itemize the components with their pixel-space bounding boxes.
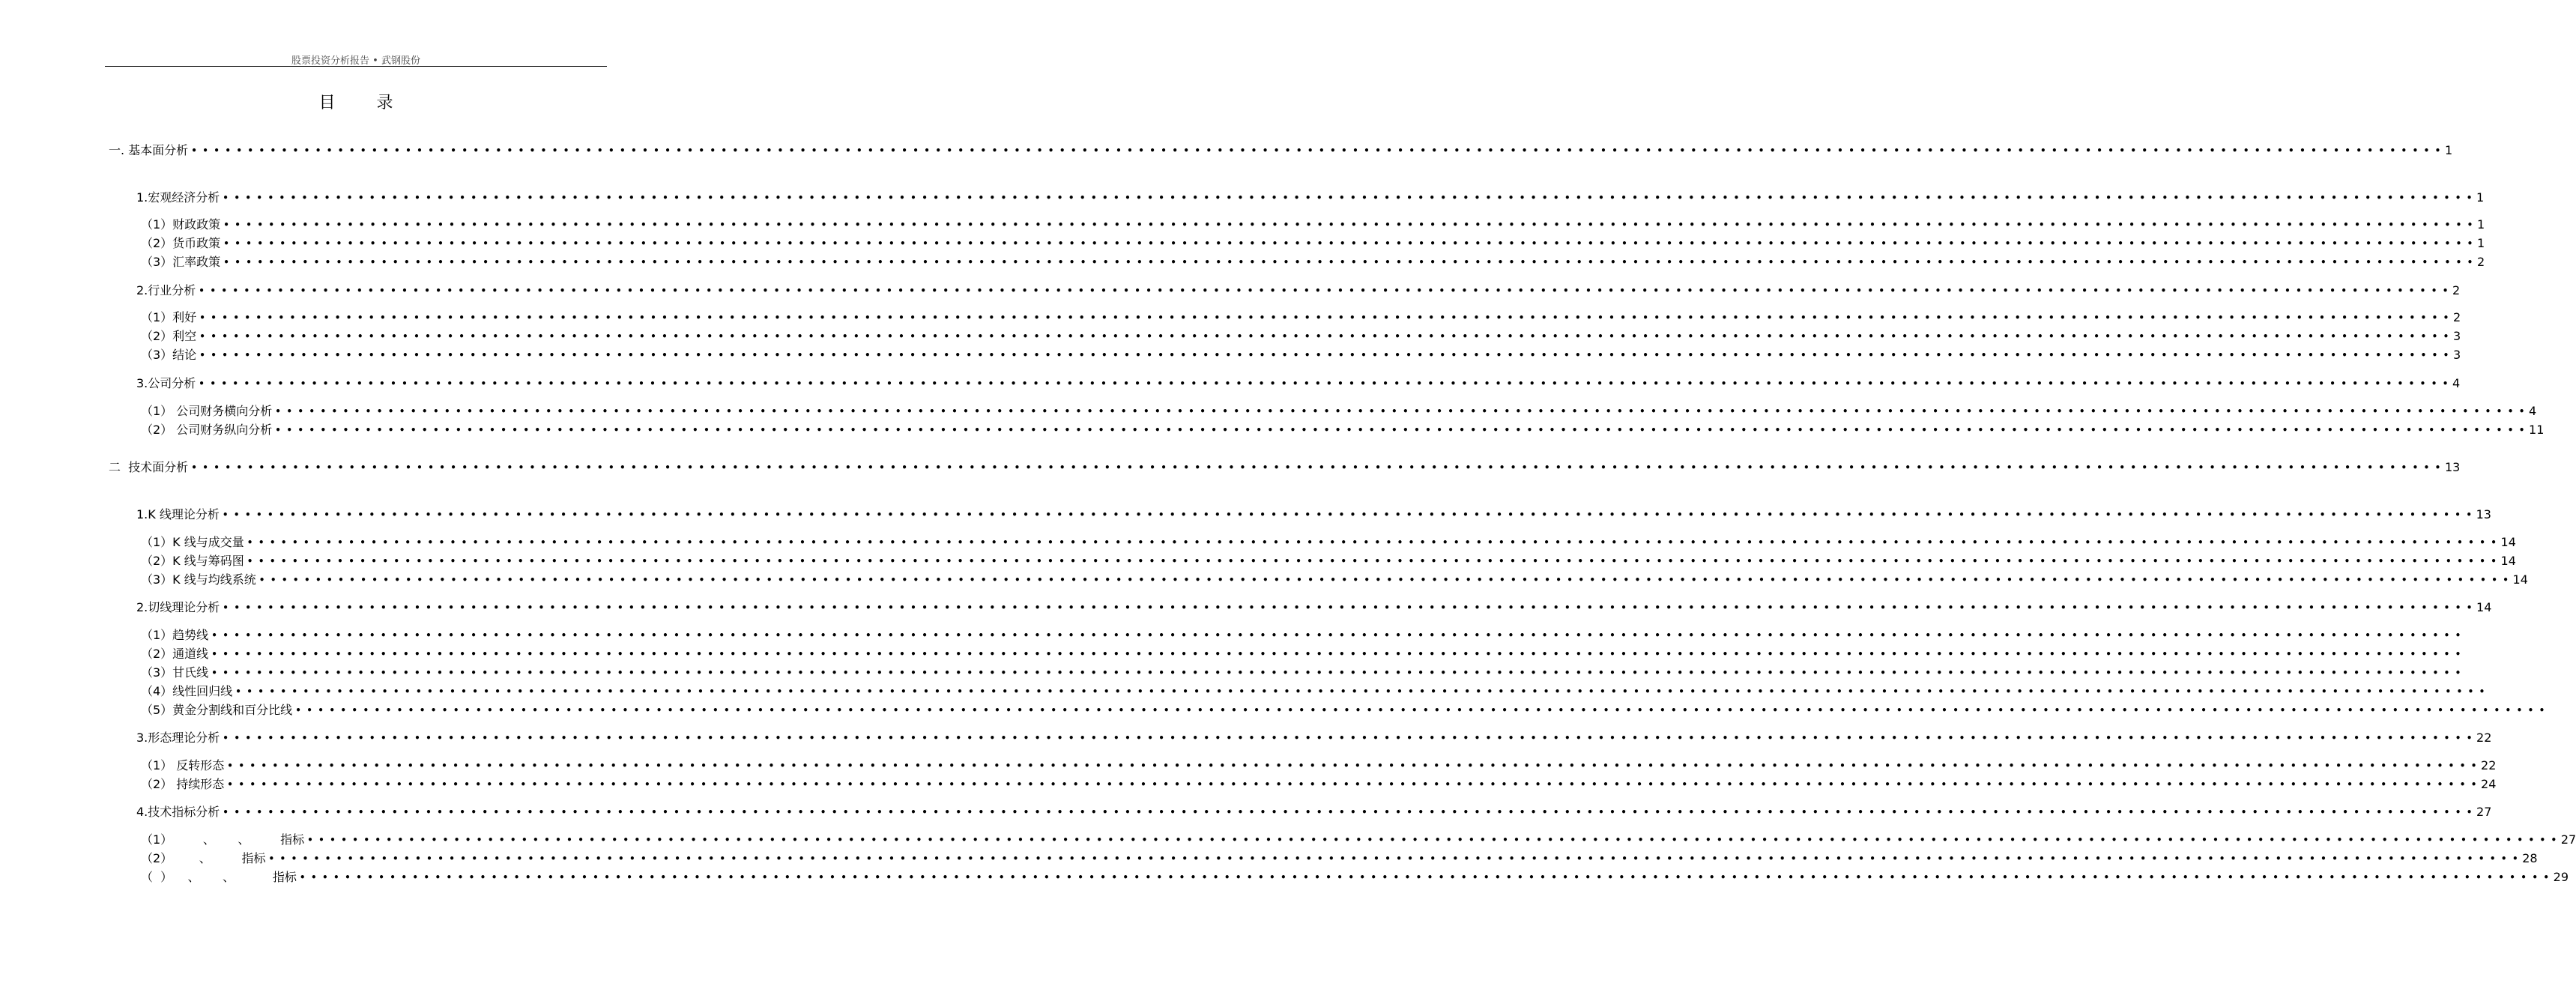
toc-leader-dots: • • • • • • • • • • • • • • • • • • • • • • • • • • • • • • • • • • • • • • • • • • • • • • • • • • • • • • • • • • • • • • • • • • • • • • • • • • • • • • • • • • • • • • • • • • • • • • • • • • • • • • • • • • • • • • • • • • • • • • • • • • • • • • • • • • • • • • • • • • • • • • • • • • • • • • • • • • • • • • • • • • • • • • • • • • • • • • • • • • • • • • • • • • • • • • • • • • • • • • • • [191,145,2442,156]
header-rule [105,66,607,67]
toc-entry-indicator-1[interactable] [141,831,2576,849]
toc-leader-dots: • • • • • • • • • • • • • • • • • • • • • • • • • • • • • • • • • • • • • • • • • • • • • • • • • • • • • • • • • • • • • • • • • • • • • • • • • • • • • • • • • • • • • • • • • • • • • • • • • • • • • • • • • • • • • • • • • • • • • • • • • • • • • • • • • • • • • • • • • • • • • • • • • • • • • • • • • • • • • • • • • • • • • • • • • • • • • • • • • • • • • • • • • • • • • • • • • • • • • • • • [275,425,2527,435]
toc-entry-label: 二 技术面分析 [109,460,189,474]
toc-entry-label: 1.宏观经济分析 [136,190,220,205]
toc-entry-vertical[interactable] [141,421,2545,439]
toc-entry-indicators[interactable] [136,803,2492,821]
toc-page-number: 13 [2444,460,2461,474]
toc-entry-regression[interactable] [141,683,2486,701]
toc-leader-dots: • • • • • • • • • • • • • • • • • • • • • • • • • • • • • • • • • • • • • • • • • • • • • • • • • • • • • • • • • • • • • • • • • • • • • • • • • • • • • • • • • • • • • • • • • • • • • • • • • • • • • • • • • • • • • • • • • • • • • • • • • • • • • • • • • • • • • • • • • • • • • • • • • • • • • • • • • • • • • • • • • • • • • • • • • • • • • • • • • • • • • • • • • • • • • • • • • • • • • • • • [199,285,2450,296]
toc-page-number: 22 [2476,731,2492,745]
toc-entry-label: （3）结论 [141,348,197,362]
toc-entry-label: 4.技术指标分析 [136,805,220,819]
toc-page-number: 1 [2476,190,2485,205]
toc-entry-label: （1）利好 [141,310,197,324]
toc-entry-label: （2） 公司财务纵向分析 [141,423,273,437]
toc-entry-label: 3.公司分析 [136,376,196,390]
toc-page-number: 2 [2476,255,2485,269]
toc-leader-dots: • • • • • • • • • • • • • • • • • • • • • • • • • • • • • • • • • • • • • • • • • • • • • • • • • • • • • • • • • • • • • • • • • • • • • • • • • • • • • • • • • • • • • • • • • • • • • • • • • • • • • • • • • • • • • • • • • • • • • • • • • • • • • • • • • • • • • • • • • • • • • • • • • • • • • • • • • • • • • • • • • • • • • • • • • • • • • • • • • • • • • • • • • • • • • • • • • • • • • • • • [223,257,2474,267]
toc-entry-monetary[interactable] [141,235,2485,252]
toc-leader-dots: • • • • • • • • • • • • • • • • • • • • • • • • • • • • • • • • • • • • • • • • • • • • • • • • • • • • • • • • • • • • • • • • • • • • • • • • • • • • • • • • • • • • • • • • • • • • • • • • • • • • • • • • • • • • • • • • • • • • • • • • • • • • • • • • • • • • • • • • • • • • • • • • • • • • • • • • • • • • • • • • • • • • • • • • • • • • • • • • • • • • • • • • • • • • • • • • • • • • • • • • [268,853,2520,864]
toc-leader-dots: • • • • • • • • • • • • • • • • • • • • • • • • • • • • • • • • • • • • • • • • • • • • • • • • • • • • • • • • • • • • • • • • • • • • • • • • • • • • • • • • • • • • • • • • • • • • • • • • • • • • • • • • • • • • • • • • • • • • • • • • • • • • • • • • • • • • • • • • • • • • • • • • • • • • • • • • • • • • • • • • • • • • • • • • • • • • • • • • • • • • • • • • • • • • • • • • • • • • • • • • [275,406,2527,417]
toc-entry-label: （ ） 、 、 指标 [141,870,297,884]
toc-page-number: 11 [2529,423,2545,437]
toc-entry-label: （1）K 线与成交量 [141,535,244,549]
toc-entry-tangent[interactable] [136,599,2492,617]
toc-entry-label: 3.形态理论分析 [136,731,220,745]
toc-entry-label: （4）线性回归线 [141,684,233,698]
toc-page-number: 1 [2444,143,2453,157]
toc-page-number: 14 [2500,535,2516,549]
toc-leader-dots: • • • • • • • • • • • • • • • • • • • • • • • • • • • • • • • • • • • • • • • • • • • • • • • • • • • • • • • • • • • • • • • • • • • • • • • • • • • • • • • • • • • • • • • • • • • • • • • • • • • • • • • • • • • • • • • • • • • • • • • • • • • • • • • • • • • • • • • • • • • • • • • • • • • • • • • • • • • • • • • • • • • • • • • • • • • • • • • • • • • • • • • • • • • • • • • • • • • • • • • • [211,630,2462,641]
toc-page-number: 14 [2512,572,2528,587]
toc-page-number: 3 [2452,329,2461,343]
toc-leader-dots: • • • • • • • • • • • • • • • • • • • • • • • • • • • • • • • • • • • • • • • • • • • • • • • • • • • • • • • • • • • • • • • • • • • • • • • • • • • • • • • • • • • • • • • • • • • • • • • • • • • • • • • • • • • • • • • • • • • • • • • • • • • • • • • • • • • • • • • • • • • • • • • • • • • • • • • • • • • • • • • • • • • • • • • • • • • • • • • • • • • • • • • • • • • • • • • • • • • • • • • • [222,509,2473,520]
toc-entry-label: （1）财政政策 [141,217,221,232]
toc-entry-positive[interactable] [141,309,2461,327]
toc-entry-fundamental[interactable] [109,142,2453,160]
toc-leader-dots: • • • • • • • • • • • • • • • • • • • • • • • • • • • • • • • • • • • • • • • • • • • • • • • • • • • • • • • • • • • • • • • • • • • • • • • • • • • • • • • • • • • • • • • • • • • • • • • • • • • • • • • • • • • • • • • • • • • • • • • • • • • • • • • • • • • • • • • • • • • • • • • • • • • • • • • • • • • • • • • • • • • • • • • • • • • • • • • • • • • • • • • • • • • • • • • • • • • • • • • • [223,733,2474,743]
toc-entry-label: （1）趋势线 [141,628,209,642]
toc-leader-dots: • • • • • • • • • • • • • • • • • • • • • • • • • • • • • • • • • • • • • • • • • • • • • • • • • • • • • • • • • • • • • • • • • • • • • • • • • • • • • • • • • • • • • • • • • • • • • • • • • • • • • • • • • • • • • • • • • • • • • • • • • • • • • • • • • • • • • • • • • • • • • • • • • • • • • • • • • • • • • • • • • • • • • • • • • • • • • • • • • • • • • • • • • • • • • • • • • • • • • • • • [199,378,2450,389]
toc-leader-dots: • • • • • • • • • • • • • • • • • • • • • • • • • • • • • • • • • • • • • • • • • • • • • • • • • • • • • • • • • • • • • • • • • • • • • • • • • • • • • • • • • • • • • • • • • • • • • • • • • • • • • • • • • • • • • • • • • • • • • • • • • • • • • • • • • • • • • • • • • • • • • • • • • • • • • • • • • • • • • • • • • • • • • • • • • • • • • • • • • • • • • • • • • • • • • • • • • • • • • • • • [247,556,2498,566]
toc-page-number: 4 [2452,376,2461,390]
toc-page-number: 3 [2452,348,2461,362]
toc-entry-label: （3）汇率政策 [141,255,221,269]
toc-entry-label: （3）K 线与均线系统 [141,572,256,587]
toc-entry-label: 1.K 线理论分析 [136,507,220,521]
toc-page-number: 1 [2476,217,2485,232]
toc-page-number: 24 [2481,777,2497,791]
toc-entry-macro[interactable] [136,189,2485,207]
toc-entry-label: （5）黄金分割线和百分比线 [141,703,293,717]
toc-entry-label: 2.行业分析 [136,283,196,297]
toc-entry-channel[interactable] [141,645,2462,663]
toc-leader-dots: • • • • • • • • • • • • • • • • • • • • • • • • • • • • • • • • • • • • • • • • • • • • • • • • • • • • • • • • • • • • • • • • • • • • • • • • • • • • • • • • • • • • • • • • • • • • • • • • • • • • • • • • • • • • • • • • • • • • • • • • • • • • • • • • • • • • • • • • • • • • • • • • • • • • • • • • • • • • • • • • • • • • • • • • • • • • • • • • • • • • • • • • • • • • • • • • • • • • • • • • [223,220,2474,230]
toc-page-number: 14 [2500,554,2516,568]
toc-page-number: 2 [2452,283,2461,297]
toc-leader-dots: • • • • • • • • • • • • • • • • • • • • • • • • • • • • • • • • • • • • • • • • • • • • • • • • • • • • • • • • • • • • • • • • • • • • • • • • • • • • • • • • • • • • • • • • • • • • • • • • • • • • • • • • • • • • • • • • • • • • • • • • • • • • • • • • • • • • • • • • • • • • • • • • • • • • • • • • • • • • • • • • • • • • • • • • • • • • • • • • • • • • • • • • • • • • • • • • • • • • • • • • [235,686,2486,697]
toc-leader-dots: • • • • • • • • • • • • • • • • • • • • • • • • • • • • • • • • • • • • • • • • • • • • • • • • • • • • • • • • • • • • • • • • • • • • • • • • • • • • • • • • • • • • • • • • • • • • • • • • • • • • • • • • • • • • • • • • • • • • • • • • • • • • • • • • • • • • • • • • • • • • • • • • • • • • • • • • • • • • • • • • • • • • • • • • • • • • • • • • • • • • • • • • • • • • • • • • • • • • • • • • [227,779,2479,790]
toc-entry-label: （2）利空 [141,329,197,343]
toc-entry-label: （2）货币政策 [141,236,221,250]
toc-page-number: 1 [2476,236,2485,250]
toc-entry-company[interactable] [136,375,2461,393]
toc-entry-horizontal[interactable] [141,402,2537,420]
toc-leader-dots: • • • • • • • • • • • • • • • • • • • • • • • • • • • • • • • • • • • • • • • • • • • • • • • • • • • • • • • • • • • • • • • • • • • • • • • • • • • • • • • • • • • • • • • • • • • • • • • • • • • • • • • • • • • • • • • • • • • • • • • • • • • • • • • • • • • • • • • • • • • • • • • • • • • • • • • • • • • • • • • • • • • • • • • • • • • • • • • • • • • • • • • • • • • • • • • • • • • • • • • • [307,835,2558,845]
toc-entry-pattern[interactable] [136,729,2492,747]
toc-entry-conclusion[interactable] [141,346,2461,364]
toc-leader-dots: • • • • • • • • • • • • • • • • • • • • • • • • • • • • • • • • • • • • • • • • • • • • • • • • • • • • • • • • • • • • • • • • • • • • • • • • • • • • • • • • • • • • • • • • • • • • • • • • • • • • • • • • • • • • • • • • • • • • • • • • • • • • • • • • • • • • • • • • • • • • • • • • • • • • • • • • • • • • • • • • • • • • • • • • • • • • • • • • • • • • • • • • • • • • • • • • • • • • • • • • [227,760,2479,771]
toc-entry-exchange[interactable] [141,253,2485,271]
toc-entry-fiscal[interactable] [141,216,2485,234]
toc-page-number: 22 [2481,758,2497,772]
toc-entry-negative[interactable] [141,327,2461,345]
toc-entry-trendline[interactable] [141,626,2462,644]
toc-page-number: 14 [2476,600,2492,614]
toc-page-number: 13 [2476,507,2491,521]
toc-leader-dots: • • • • • • • • • • • • • • • • • • • • • • • • • • • • • • • • • • • • • • • • • • • • • • • • • • • • • • • • • • • • • • • • • • • • • • • • • • • • • • • • • • • • • • • • • • • • • • • • • • • • • • • • • • • • • • • • • • • • • • • • • • • • • • • • • • • • • • • • • • • • • • • • • • • • • • • • • • • • • • • • • • • • • • • • • • • • • • • • • • • • • • • • • • • • • • • • • • • • • • • • [247,537,2498,548]
toc-entry-indicator-3[interactable] [141,868,2569,886]
toc-entry-indicator-2[interactable] [141,850,2538,868]
page-title: 目 录 [318,94,411,112]
toc-page-number: 28 [2522,851,2538,865]
toc-entry-label: （1） 反转形态 [141,758,225,772]
toc-entry-label: （3）甘氏线 [141,665,209,680]
toc-leader-dots: • • • • • • • • • • • • • • • • • • • • • • • • • • • • • • • • • • • • • • • • • • • • • • • • • • • • • • • • • • • • • • • • • • • • • • • • • • • • • • • • • • • • • • • • • • • • • • • • • • • • • • • • • • • • • • • • • • • • • • • • • • • • • • • • • • • • • • • • • • • • • • • • • • • • • • • • • • • • • • • • • • • • • • • • • • • • • • • • • • • • • • • • • • • • • • • • • • • • • • • • [223,602,2474,613]
toc-leader-dots: • • • • • • • • • • • • • • • • • • • • • • • • • • • • • • • • • • • • • • • • • • • • • • • • • • • • • • • • • • • • • • • • • • • • • • • • • • • • • • • • • • • • • • • • • • • • • • • • • • • • • • • • • • • • • • • • • • • • • • • • • • • • • • • • • • • • • • • • • • • • • • • • • • • • • • • • • • • • • • • • • • • • • • • • • • • • • • • • • • • • • • • • • • • • • • • • • • • • • • • • [223,807,2474,817]
toc-entry-kline-volume[interactable] [141,533,2516,551]
toc-leader-dots: • • • • • • • • • • • • • • • • • • • • • • • • • • • • • • • • • • • • • • • • • • • • • • • • • • • • • • • • • • • • • • • • • • • • • • • • • • • • • • • • • • • • • • • • • • • • • • • • • • • • • • • • • • • • • • • • • • • • • • • • • • • • • • • • • • • • • • • • • • • • • • • • • • • • • • • • • • • • • • • • • • • • • • • • • • • • • • • • • • • • • • • • • • • • • • • • • • • • • • • • [199,312,2450,323]
toc-entry-label: （1） 、 、 指标 [141,832,305,847]
page-header: 股票投资分析报告 • 武钢股份 [291,55,420,67]
toc-page-number: 27 [2476,805,2492,819]
toc-entry-gann[interactable] [141,664,2462,682]
toc-leader-dots: • • • • • • • • • • • • • • • • • • • • • • • • • • • • • • • • • • • • • • • • • • • • • • • • • • • • • • • • • • • • • • • • • • • • • • • • • • • • • • • • • • • • • • • • • • • • • • • • • • • • • • • • • • • • • • • • • • • • • • • • • • • • • • • • • • • • • • • • • • • • • • • • • • • • • • • • • • • • • • • • • • • • • • • • • • • • • • • • • • • • • • • • • • • • • • • • • • • • • • • • [199,350,2450,360]
toc-entry-kline-ma[interactable] [141,571,2528,589]
toc-leader-dots: • • • • • • • • • • • • • • • • • • • • • • • • • • • • • • • • • • • • • • • • • • • • • • • • • • • • • • • • • • • • • • • • • • • • • • • • • • • • • • • • • • • • • • • • • • • • • • • • • • • • • • • • • • • • • • • • • • • • • • • • • • • • • • • • • • • • • • • • • • • • • • • • • • • • • • • • • • • • • • • • • • • • • • • • • • • • • • • • • • • • • • • • • • • • • • • • • • • • • • • • [223,238,2474,249]
toc-page-number: 2 [2452,310,2461,324]
toc-entry-label: （2）通道线 [141,647,209,661]
toc-entry-kline[interactable] [136,506,2491,524]
toc-entry-reversal[interactable] [141,757,2497,775]
toc-leader-dots: • • • • • • • • • • • • • • • • • • • • • • • • • • • • • • • • • • • • • • • • • • • • • • • • • • • • • • • • • • • • • • • • • • • • • • • • • • • • • • • • • • • • • • • • • • • • • • • • • • • • • • • • • • • • • • • • • • • • • • • • • • • • • • • • • • • • • • • • • • • • • • • • • • • • • • • • • • • • • • • • • • • • • • • • • • • • • • • • • • • • • • • • • • • • • • • • • • • • • • • • [295,705,2546,716]
toc-entry-technical[interactable] [109,459,2461,477]
toc-leader-dots: • • • • • • • • • • • • • • • • • • • • • • • • • • • • • • • • • • • • • • • • • • • • • • • • • • • • • • • • • • • • • • • • • • • • • • • • • • • • • • • • • • • • • • • • • • • • • • • • • • • • • • • • • • • • • • • • • • • • • • • • • • • • • • • • • • • • • • • • • • • • • • • • • • • • • • • • • • • • • • • • • • • • • • • • • • • • • • • • • • • • • • • • • • • • • • • • • • • • • • • • [223,193,2474,203]
toc-entry-label: （1） 公司财务横向分析 [141,404,273,418]
toc-entry-kline-chips[interactable] [141,552,2516,570]
toc-leader-dots: • • • • • • • • • • • • • • • • • • • • • • • • • • • • • • • • • • • • • • • • • • • • • • • • • • • • • • • • • • • • • • • • • • • • • • • • • • • • • • • • • • • • • • • • • • • • • • • • • • • • • • • • • • • • • • • • • • • • • • • • • • • • • • • • • • • • • • • • • • • • • • • • • • • • • • • • • • • • • • • • • • • • • • • • • • • • • • • • • • • • • • • • • • • • • • • • • • • • • • • • [299,872,2551,883]
toc-entry-continuation[interactable] [141,775,2497,793]
toc-leader-dots: • • • • • • • • • • • • • • • • • • • • • • • • • • • • • • • • • • • • • • • • • • • • • • • • • • • • • • • • • • • • • • • • • • • • • • • • • • • • • • • • • • • • • • • • • • • • • • • • • • • • • • • • • • • • • • • • • • • • • • • • • • • • • • • • • • • • • • • • • • • • • • • • • • • • • • • • • • • • • • • • • • • • • • • • • • • • • • • • • • • • • • • • • • • • • • • • • • • • • • • • [211,668,2462,678]
toc-page-number: 27 [2560,832,2576,847]
toc-entry-industry[interactable] [136,282,2461,300]
toc-entry-label: （2） 、 指标 [141,851,266,865]
toc-page-number: 29 [2553,870,2569,884]
toc-leader-dots: • • • • • • • • • • • • • • • • • • • • • • • • • • • • • • • • • • • • • • • • • • • • • • • • • • • • • • • • • • • • • • • • • • • • • • • • • • • • • • • • • • • • • • • • • • • • • • • • • • • • • • • • • • • • • • • • • • • • • • • • • • • • • • • • • • • • • • • • • • • • • • • • • • • • • • • • • • • • • • • • • • • • • • • • • • • • • • • • • • • • • • • • • • • • • • • • • • • • • • • • [211,649,2462,659]
toc-leader-dots: • • • • • • • • • • • • • • • • • • • • • • • • • • • • • • • • • • • • • • • • • • • • • • • • • • • • • • • • • • • • • • • • • • • • • • • • • • • • • • • • • • • • • • • • • • • • • • • • • • • • • • • • • • • • • • • • • • • • • • • • • • • • • • • • • • • • • • • • • • • • • • • • • • • • • • • • • • • • • • • • • • • • • • • • • • • • • • • • • • • • • • • • • • • • • • • • • • • • • • • • [258,575,2510,585]
toc-leader-dots: • • • • • • • • • • • • • • • • • • • • • • • • • • • • • • • • • • • • • • • • • • • • • • • • • • • • • • • • • • • • • • • • • • • • • • • • • • • • • • • • • • • • • • • • • • • • • • • • • • • • • • • • • • • • • • • • • • • • • • • • • • • • • • • • • • • • • • • • • • • • • • • • • • • • • • • • • • • • • • • • • • • • • • • • • • • • • • • • • • • • • • • • • • • • • • • • • • • • • • • • [191,462,2442,473]
toc-entry-label: 2.切线理论分析 [136,600,220,614]
toc-entry-label: （2） 持续形态 [141,777,225,791]
toc-entry-label: （2）K 线与筹码图 [141,554,244,568]
toc-entry-label: 一. 基本面分析 [109,143,189,157]
toc-leader-dots: • • • • • • • • • • • • • • • • • • • • • • • • • • • • • • • • • • • • • • • • • • • • • • • • • • • • • • • • • • • • • • • • • • • • • • • • • • • • • • • • • • • • • • • • • • • • • • • • • • • • • • • • • • • • • • • • • • • • • • • • • • • • • • • • • • • • • • • • • • • • • • • • • • • • • • • • • • • • • • • • • • • • • • • • • • • • • • • • • • • • • • • • • • • • • • • • • • • • • • • • [199,331,2450,342]
toc-page-number: 4 [2529,404,2537,418]
toc-entry-golden[interactable] [141,701,2546,719]
